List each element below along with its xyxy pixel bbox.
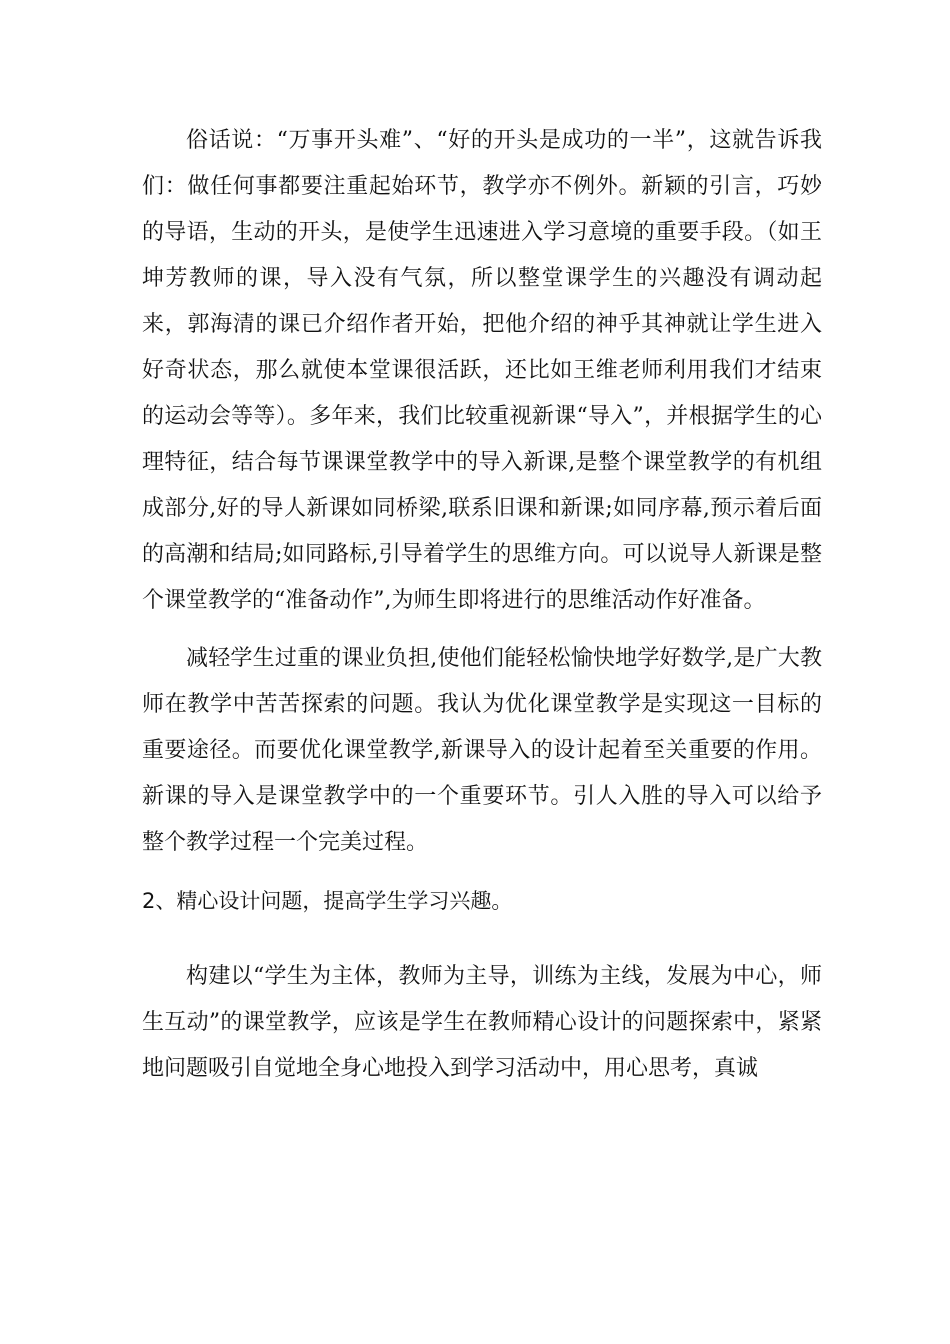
document-body (142, 118, 822, 1104)
paragraph-burden: 减轻学生过重的课业负担,使他们能轻松愉快地学好数学,是广大教师在教学中苦苦探索的问题。我认为优化课堂教学是实现这一目标的重要途径。而要优化课堂教学,新课导入的设计起着至关重要的作用。新课的导入是课堂教学中的一个重要环节。引人入胜的导入可以给予整个教学过程一个完美过程。 (142, 646, 822, 855)
paragraph-closing: 构建以“学生为主体，教师为主导，训练为主线，发展为中心，师生互动”的课堂教学，应该是学生在教师精心设计的问题探索中，紧紧地问题吸引自觉地全身心地投入到学习活动中，用心思考，真诚 (142, 964, 822, 1081)
paragraph-intro: 俗话说：“万事开头难”、“好的开头是成功的一半”，这就告诉我们：做任何事都要注重起始环节，教学亦不例外。新颖的引言，巧妙的导语，生动的开头，是使学生迅速进入学习意境的重要手段。（如王坤芳教师的课，导入没有气氛，所以整堂课学生的兴趣没有调动起来，郭海清的课已介绍作者开始，把他介绍的神乎其神就让学生进入好奇状态，那么就使本堂课很活跃，还比如王维老师利用我们才结束的运动会等等）。多年来，我们比较重视新课“导入”，并根据学生的心理特征，结合每节课课堂教学中的导入新课,是整个课堂教学的有机组成部分,好的导人新课如同桥梁,联系旧课和新课;如同序幕,预示着后面的高潮和结局;如同路标,引导着学生的思维方向。可以说导人新课是整个课堂教学的“准备动作”,为师生即将进行的思维活动作好准备。 (142, 128, 822, 613)
section-heading: 2、精心设计问题，提高学生学习兴趣。 (142, 889, 513, 913)
